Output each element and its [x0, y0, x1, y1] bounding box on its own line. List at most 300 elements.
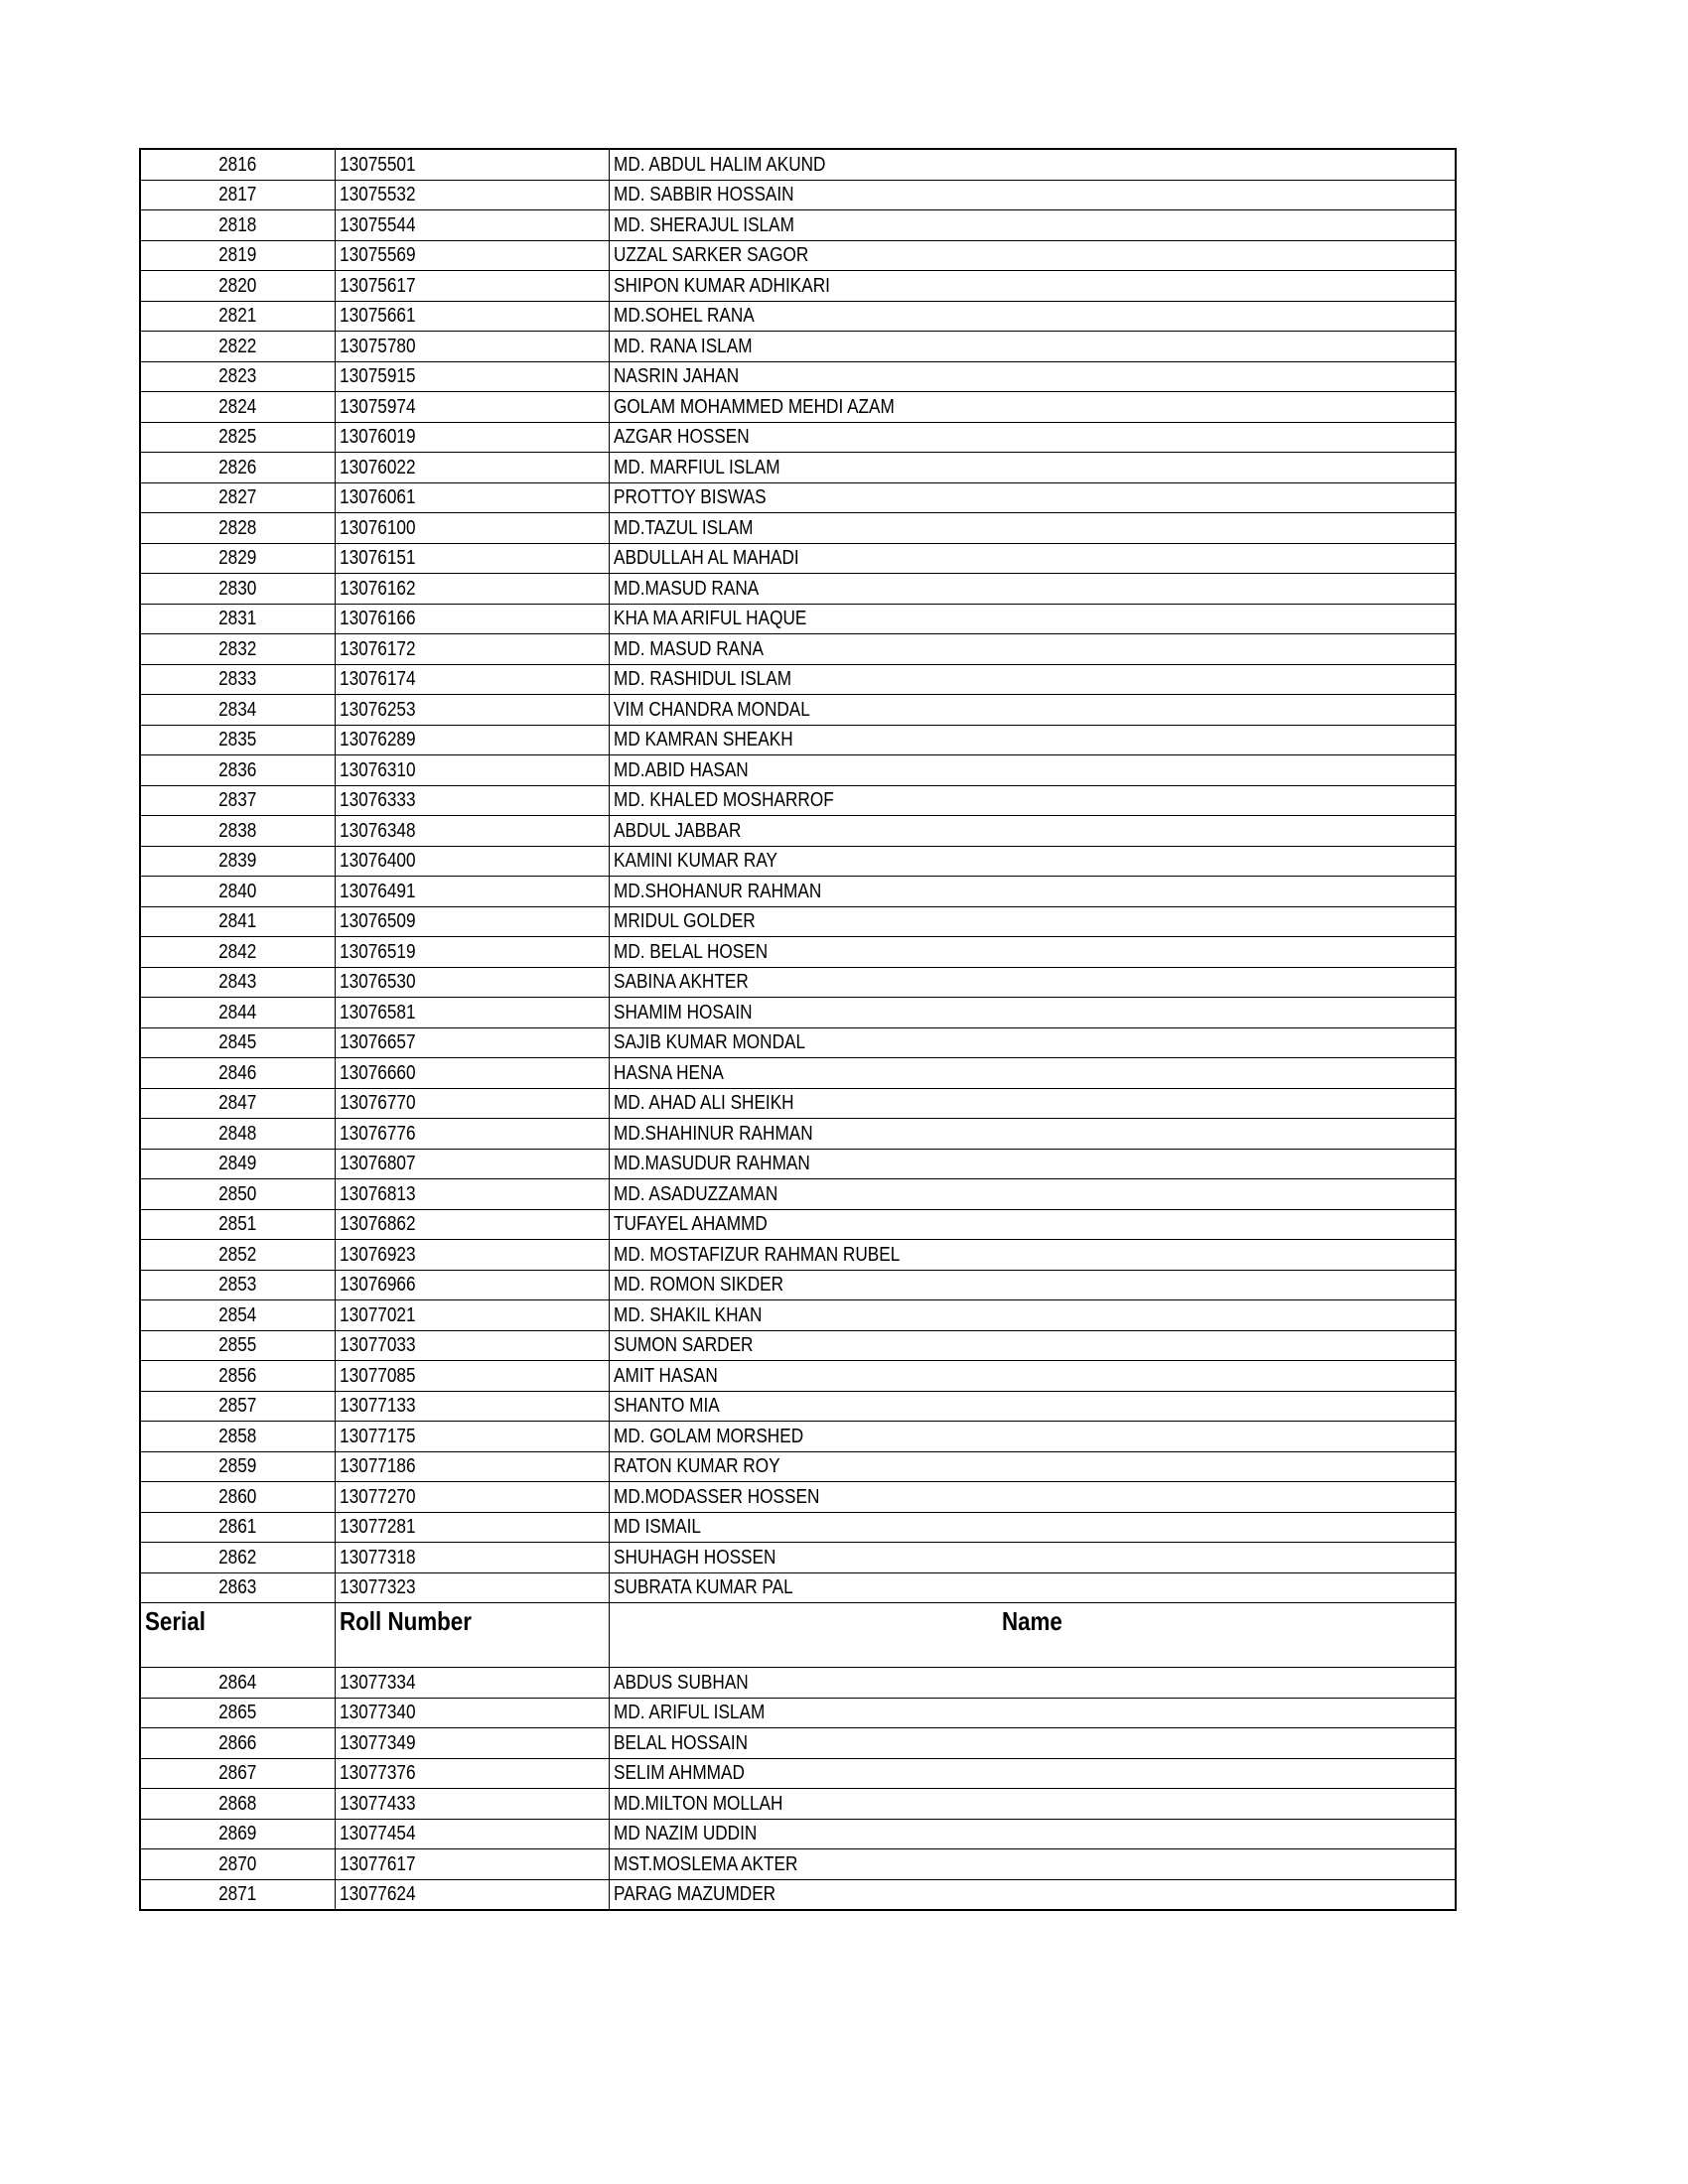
serial-cell	[140, 543, 335, 574]
serial-cell-text: 2828	[218, 516, 257, 539]
table-row	[140, 1572, 1456, 1603]
name-cell-text: MD. RANA ISLAM	[613, 335, 753, 357]
serial-cell	[140, 1149, 335, 1179]
name-cell-text: MST.MOSLEMA AKTER	[613, 1852, 797, 1875]
roll-number-cell-text: 13076530	[339, 971, 416, 994]
table-row	[140, 906, 1456, 937]
roll-list-table	[139, 148, 1457, 1911]
roll-number-cell-text: 13075569	[339, 244, 416, 267]
name-cell-text: SUMON SARDER	[613, 1334, 753, 1357]
name-cell	[609, 1027, 1456, 1058]
name-cell	[609, 1668, 1456, 1699]
serial-cell-text: 2823	[218, 365, 257, 388]
roll-number-cell	[335, 695, 609, 726]
name-cell	[609, 906, 1456, 937]
name-cell-text: MD. ARIFUL ISLAM	[613, 1702, 765, 1724]
name-cell-text: MD KAMRAN SHEAKH	[613, 729, 793, 751]
name-cell-text: MD.SHAHINUR RAHMAN	[613, 1122, 813, 1145]
serial-cell-text: 2842	[218, 940, 257, 963]
table-row	[140, 332, 1456, 362]
name-cell	[609, 1451, 1456, 1482]
serial-cell	[140, 1668, 335, 1699]
roll-number-cell-text: 13077033	[339, 1334, 416, 1357]
name-cell-text: SHANTO MIA	[613, 1395, 720, 1418]
serial-cell-text: 2860	[218, 1485, 257, 1508]
name-cell-text: MD. RASHIDUL ISLAM	[613, 668, 791, 691]
roll-number-cell-text: 13076172	[339, 637, 416, 660]
name-cell-text: BELAL HOSSAIN	[613, 1731, 748, 1754]
name-cell	[609, 1179, 1456, 1210]
roll-number-cell	[335, 332, 609, 362]
name-cell-text: MD NAZIM UDDIN	[613, 1823, 757, 1845]
roll-number-cell	[335, 422, 609, 453]
name-cell	[609, 816, 1456, 847]
roll-number-cell	[335, 482, 609, 513]
name-cell-text: ABDUL JABBAR	[613, 819, 741, 842]
roll-number-cell-text: 13076770	[339, 1092, 416, 1115]
roll-number-cell	[335, 210, 609, 241]
roll-number-cell-text: 13075915	[339, 365, 416, 388]
serial-cell	[140, 1270, 335, 1300]
name-cell-text: PARAG MAZUMDER	[613, 1883, 775, 1906]
serial-cell-text: 2871	[218, 1883, 257, 1906]
table-row	[140, 1849, 1456, 1880]
name-cell-text: MD. MASUD RANA	[613, 637, 764, 660]
roll-number-cell	[335, 574, 609, 605]
name-cell	[609, 877, 1456, 907]
serial-cell	[140, 1789, 335, 1820]
serial-cell	[140, 1088, 335, 1119]
roll-number-cell-text: 13077334	[339, 1671, 416, 1694]
serial-cell-text: 2858	[218, 1425, 257, 1447]
serial-cell	[140, 906, 335, 937]
serial-cell	[140, 755, 335, 786]
name-cell-text: MD. SABBIR HOSSAIN	[613, 184, 794, 206]
name-cell-text: MD. SHAKIL KHAN	[613, 1303, 762, 1326]
serial-cell	[140, 361, 335, 392]
serial-cell-text: 2824	[218, 395, 257, 418]
name-cell	[609, 149, 1456, 180]
roll-number-cell	[335, 361, 609, 392]
roll-number-cell-text: 13076509	[339, 910, 416, 933]
name-cell	[609, 1058, 1456, 1089]
serial-cell-text: 2861	[218, 1516, 257, 1539]
roll-number-header-label: Roll Number	[339, 1606, 472, 1636]
roll-number-cell	[335, 937, 609, 968]
roll-number-cell	[335, 755, 609, 786]
roll-number-cell-text: 13077085	[339, 1364, 416, 1387]
name-cell-text: HASNA HENA	[613, 1061, 724, 1084]
name-cell	[609, 967, 1456, 998]
roll-number-cell	[335, 1698, 609, 1728]
serial-cell-text: 2825	[218, 426, 257, 449]
roll-number-cell-text: 13077454	[339, 1823, 416, 1845]
name-cell	[609, 604, 1456, 634]
table-row	[140, 1330, 1456, 1361]
name-cell	[609, 1543, 1456, 1573]
name-cell	[609, 725, 1456, 755]
table-row	[140, 1668, 1456, 1699]
roll-number-cell-text: 13076400	[339, 850, 416, 873]
serial-cell-text: 2837	[218, 789, 257, 812]
name-cell	[609, 998, 1456, 1028]
roll-number-cell-text: 13077340	[339, 1702, 416, 1724]
serial-cell-text: 2852	[218, 1243, 257, 1266]
serial-header-label: Serial	[145, 1606, 206, 1636]
name-cell-text: RATON KUMAR ROY	[613, 1455, 780, 1478]
roll-number-cell	[335, 180, 609, 210]
table-row	[140, 1361, 1456, 1392]
serial-cell-text: 2868	[218, 1792, 257, 1815]
serial-cell-text: 2843	[218, 971, 257, 994]
name-cell	[609, 1088, 1456, 1119]
serial-cell	[140, 574, 335, 605]
roll-number-cell	[335, 967, 609, 998]
name-cell	[609, 634, 1456, 665]
serial-cell	[140, 604, 335, 634]
serial-cell-text: 2849	[218, 1153, 257, 1175]
name-cell-text: ABDUS SUBHAN	[613, 1671, 749, 1694]
serial-cell	[140, 210, 335, 241]
serial-cell	[140, 392, 335, 423]
serial-cell-text: 2818	[218, 213, 257, 236]
name-cell-text: KAMINI KUMAR RAY	[613, 850, 777, 873]
name-cell-text: MD. SHERAJUL ISLAM	[613, 213, 794, 236]
name-cell-text: MD. ROMON SIKDER	[613, 1274, 783, 1297]
name-cell	[609, 1728, 1456, 1759]
roll-number-cell-text: 13076061	[339, 486, 416, 509]
table-row	[140, 543, 1456, 574]
serial-cell-text: 2838	[218, 819, 257, 842]
serial-cell-text: 2859	[218, 1455, 257, 1478]
name-cell-text: MD.TAZUL ISLAM	[613, 516, 753, 539]
serial-cell-text: 2834	[218, 698, 257, 721]
roll-number-cell	[335, 1179, 609, 1210]
roll-number-cell-text: 13077133	[339, 1395, 416, 1418]
roll-number-cell	[335, 149, 609, 180]
roll-number-cell-text: 13076174	[339, 668, 416, 691]
roll-number-cell	[335, 664, 609, 695]
roll-number-cell-text: 13076333	[339, 789, 416, 812]
table-body-lower	[140, 1668, 1456, 1911]
name-cell	[609, 482, 1456, 513]
serial-cell	[140, 1451, 335, 1482]
serial-cell-text: 2863	[218, 1576, 257, 1599]
serial-cell-text: 2865	[218, 1702, 257, 1724]
roll-number-cell	[335, 543, 609, 574]
roll-number-cell	[335, 1758, 609, 1789]
serial-cell-text: 2869	[218, 1823, 257, 1845]
serial-cell	[140, 725, 335, 755]
roll-number-cell	[335, 301, 609, 332]
serial-cell	[140, 149, 335, 180]
name-cell	[609, 1879, 1456, 1910]
name-cell	[609, 1512, 1456, 1543]
serial-cell	[140, 846, 335, 877]
table-row	[140, 271, 1456, 302]
name-cell	[609, 1270, 1456, 1300]
serial-cell-text: 2856	[218, 1364, 257, 1387]
table-row	[140, 816, 1456, 847]
serial-cell	[140, 937, 335, 968]
roll-number-cell	[335, 1451, 609, 1482]
roll-number-cell-text: 13076289	[339, 729, 416, 751]
serial-cell	[140, 301, 335, 332]
name-cell	[609, 1482, 1456, 1513]
serial-cell-text: 2867	[218, 1762, 257, 1785]
name-cell-text: SHUHAGH HOSSEN	[613, 1546, 775, 1569]
name-cell-text: MD.ABID HASAN	[613, 758, 749, 781]
serial-cell-text: 2831	[218, 608, 257, 630]
roll-number-cell	[335, 906, 609, 937]
table-row	[140, 1879, 1456, 1910]
name-cell	[609, 1300, 1456, 1331]
serial-cell-text: 2829	[218, 547, 257, 570]
name-cell-text: MD. GOLAM MORSHED	[613, 1425, 803, 1447]
table-row	[140, 1149, 1456, 1179]
roll-number-cell	[335, 240, 609, 271]
table-row	[140, 1728, 1456, 1759]
name-cell-text: VIM CHANDRA MONDAL	[613, 698, 810, 721]
table-row	[140, 1300, 1456, 1331]
serial-cell	[140, 332, 335, 362]
table-row	[140, 210, 1456, 241]
name-cell-text: KHA MA ARIFUL HAQUE	[613, 608, 806, 630]
name-cell	[609, 1149, 1456, 1179]
name-cell-text: SHAMIM HOSAIN	[613, 1001, 753, 1024]
roll-number-cell-text: 13077376	[339, 1762, 416, 1785]
name-cell-text: MD.SHOHANUR RAHMAN	[613, 880, 821, 902]
table-row	[140, 1119, 1456, 1150]
name-cell-text: PROTTOY BISWAS	[613, 486, 767, 509]
table-row	[140, 1179, 1456, 1210]
serial-cell	[140, 1819, 335, 1849]
roll-number-cell-text: 13076019	[339, 426, 416, 449]
serial-cell	[140, 998, 335, 1028]
name-cell-text: MD. KHALED MOSHARROF	[613, 789, 834, 812]
table-row	[140, 240, 1456, 271]
roll-number-cell	[335, 1391, 609, 1422]
roll-number-cell	[335, 725, 609, 755]
roll-number-cell-text: 13075661	[339, 305, 416, 328]
table-row	[140, 513, 1456, 544]
table-row	[140, 1058, 1456, 1089]
serial-cell	[140, 1391, 335, 1422]
serial-cell-text: 2826	[218, 456, 257, 478]
serial-cell	[140, 1422, 335, 1452]
name-cell-text: SHIPON KUMAR ADHIKARI	[613, 274, 830, 297]
roll-number-cell-text: 13076657	[339, 1031, 416, 1054]
table-row	[140, 1512, 1456, 1543]
serial-cell	[140, 1543, 335, 1573]
table-row	[140, 1758, 1456, 1789]
serial-cell	[140, 634, 335, 665]
roll-number-cell	[335, 816, 609, 847]
name-cell	[609, 332, 1456, 362]
serial-cell	[140, 180, 335, 210]
serial-cell-text: 2864	[218, 1671, 257, 1694]
roll-number-cell	[335, 392, 609, 423]
table-row	[140, 1088, 1456, 1119]
table-row	[140, 392, 1456, 423]
serial-cell	[140, 1849, 335, 1880]
name-cell-text: MD.MILTON MOLLAH	[613, 1792, 782, 1815]
roll-number-cell	[335, 1543, 609, 1573]
table-row	[140, 1391, 1456, 1422]
serial-column-header	[140, 1603, 335, 1668]
table-row	[140, 634, 1456, 665]
table-row	[140, 725, 1456, 755]
serial-cell	[140, 1758, 335, 1789]
name-cell-text: SELIM AHMMAD	[613, 1762, 745, 1785]
serial-cell-text: 2817	[218, 184, 257, 206]
serial-cell-text: 2821	[218, 305, 257, 328]
table-row	[140, 937, 1456, 968]
roll-number-cell-text: 13077323	[339, 1576, 416, 1599]
roll-number-cell	[335, 604, 609, 634]
serial-cell-text: 2855	[218, 1334, 257, 1357]
serial-cell	[140, 1728, 335, 1759]
name-cell	[609, 513, 1456, 544]
serial-cell	[140, 240, 335, 271]
roll-number-cell-text: 13076966	[339, 1274, 416, 1297]
name-cell	[609, 271, 1456, 302]
table-row	[140, 1451, 1456, 1482]
roll-number-cell	[335, 634, 609, 665]
roll-number-cell-text: 13077318	[339, 1546, 416, 1569]
roll-number-cell-text: 13076100	[339, 516, 416, 539]
table-row	[140, 755, 1456, 786]
serial-cell-text: 2848	[218, 1122, 257, 1145]
serial-cell-text: 2833	[218, 668, 257, 691]
table-row	[140, 664, 1456, 695]
name-cell	[609, 664, 1456, 695]
serial-cell-text: 2820	[218, 274, 257, 297]
roll-number-cell-text: 13076162	[339, 577, 416, 600]
roll-number-column-header	[335, 1603, 609, 1668]
roll-number-cell	[335, 1240, 609, 1271]
name-cell	[609, 301, 1456, 332]
name-cell	[609, 453, 1456, 483]
name-column-header	[609, 1603, 1456, 1668]
serial-cell	[140, 513, 335, 544]
serial-cell	[140, 1698, 335, 1728]
serial-cell-text: 2857	[218, 1395, 257, 1418]
serial-cell	[140, 1027, 335, 1058]
serial-cell-text: 2846	[218, 1061, 257, 1084]
table-row	[140, 180, 1456, 210]
serial-cell-text: 2840	[218, 880, 257, 902]
roll-number-cell	[335, 1482, 609, 1513]
roll-number-cell-text: 13077617	[339, 1852, 416, 1875]
serial-cell-text: 2836	[218, 758, 257, 781]
roll-number-cell	[335, 846, 609, 877]
name-cell-text: MD.MODASSER HOSSEN	[613, 1485, 819, 1508]
roll-number-cell-text: 13075532	[339, 184, 416, 206]
serial-cell	[140, 1572, 335, 1603]
serial-cell	[140, 1879, 335, 1910]
serial-cell-text: 2839	[218, 850, 257, 873]
name-cell-text: MD. BELAL HOSEN	[613, 940, 768, 963]
serial-cell	[140, 877, 335, 907]
name-cell	[609, 695, 1456, 726]
roll-number-cell	[335, 785, 609, 816]
roll-number-cell-text: 13077349	[339, 1731, 416, 1754]
table-row	[140, 998, 1456, 1028]
name-cell-text: SABINA AKHTER	[613, 971, 749, 994]
name-cell-text: TUFAYEL AHAMMD	[613, 1213, 768, 1236]
roll-number-cell-text: 13075501	[339, 153, 416, 176]
serial-cell	[140, 967, 335, 998]
name-cell-text: GOLAM MOHAMMED MEHDI AZAM	[613, 395, 895, 418]
table-body-upper	[140, 149, 1456, 1603]
name-cell	[609, 846, 1456, 877]
name-cell	[609, 1849, 1456, 1880]
table-row	[140, 1270, 1456, 1300]
roll-number-cell	[335, 1209, 609, 1240]
serial-cell-text: 2845	[218, 1031, 257, 1054]
name-cell-text: MD.MASUDUR RAHMAN	[613, 1153, 810, 1175]
table-row	[140, 785, 1456, 816]
name-cell-text: AZGAR HOSSEN	[613, 426, 750, 449]
roll-number-cell-text: 13076491	[339, 880, 416, 902]
serial-cell-text: 2819	[218, 244, 257, 267]
name-cell-text: NASRIN JAHAN	[613, 365, 739, 388]
serial-cell	[140, 1119, 335, 1150]
table-row	[140, 1482, 1456, 1513]
roll-number-cell	[335, 1119, 609, 1150]
name-cell	[609, 1758, 1456, 1789]
name-cell-text: MD. ABDUL HALIM AKUND	[613, 153, 825, 176]
table-row	[140, 1240, 1456, 1271]
serial-cell-text: 2816	[218, 153, 257, 176]
serial-cell	[140, 695, 335, 726]
roll-number-cell	[335, 1849, 609, 1880]
table-row	[140, 604, 1456, 634]
roll-number-cell-text: 13077433	[339, 1792, 416, 1815]
roll-number-cell-text: 13075780	[339, 335, 416, 357]
name-cell	[609, 361, 1456, 392]
name-cell	[609, 1119, 1456, 1150]
roll-number-cell-text: 13075544	[339, 213, 416, 236]
roll-number-cell-text: 13077270	[339, 1485, 416, 1508]
roll-number-cell-text: 13077186	[339, 1455, 416, 1478]
roll-number-cell-text: 13076348	[339, 819, 416, 842]
serial-cell-text: 2854	[218, 1303, 257, 1326]
name-cell	[609, 422, 1456, 453]
name-cell	[609, 1572, 1456, 1603]
serial-cell	[140, 1209, 335, 1240]
name-header-label: Name	[1001, 1606, 1062, 1636]
roll-number-cell-text: 13076923	[339, 1243, 416, 1266]
name-cell	[609, 1391, 1456, 1422]
roll-number-cell	[335, 453, 609, 483]
name-cell	[609, 937, 1456, 968]
column-header-row	[140, 1603, 1456, 1668]
serial-cell-text: 2862	[218, 1546, 257, 1569]
serial-cell-text: 2830	[218, 577, 257, 600]
name-cell	[609, 1240, 1456, 1271]
table-row	[140, 1789, 1456, 1820]
roll-number-cell-text: 13077281	[339, 1516, 416, 1539]
name-cell	[609, 574, 1456, 605]
roll-number-cell	[335, 513, 609, 544]
roll-number-cell	[335, 998, 609, 1028]
roll-number-cell-text: 13076807	[339, 1153, 416, 1175]
serial-cell-text: 2822	[218, 335, 257, 357]
roll-number-cell-text: 13077175	[339, 1425, 416, 1447]
name-cell	[609, 1330, 1456, 1361]
